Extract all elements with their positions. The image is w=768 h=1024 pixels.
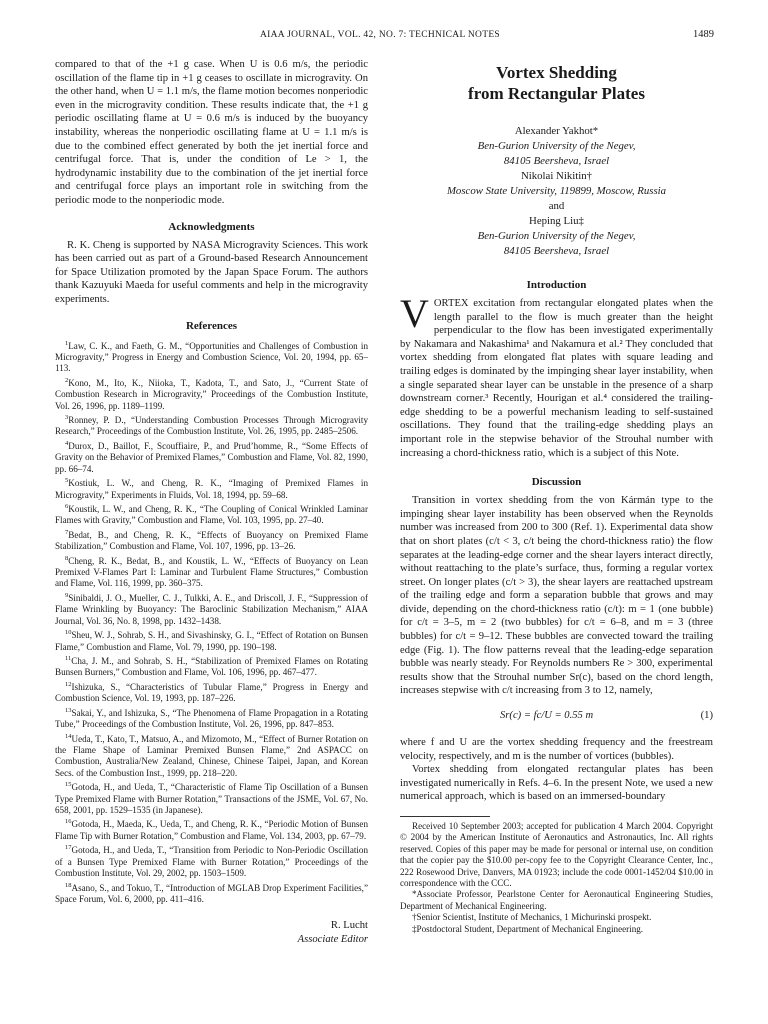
- reference-text: Kono, M., Ito, K., Niioka, T., Kadota, T., and Sato, J., “Current State of Combustion Research in Microgravity,” Proceedings of the Combustion Institute, Vol. 26, 1996, pp. 1189–1199.: [55, 377, 368, 411]
- reference-text: Ronney, P. D., “Understanding Combustion Processes Through Microgravity Research,” Proceedings of the Combustion Institute, Vol. 26, 1995, pp. 2485–2506.: [55, 415, 368, 437]
- left-column: [55, 58, 368, 947]
- page-number: 1489: [693, 29, 714, 40]
- reference-text: Asano, S., and Tokuo, T., “Introduction of MGLAB Drop Experiment Facilities,” Space Forum, Vol. 6, 2000, pp. 411–416.: [55, 882, 368, 904]
- reference-item: [55, 375, 368, 412]
- equation-number: (1): [700, 710, 713, 722]
- discussion-paragraph: where f and U are the vortex shedding frequency and the freestream velocity, respectively, and m is the number of vortices (bubbles).: [400, 737, 713, 762]
- right-column: [400, 58, 713, 935]
- title-line-1: Vortex Shedding: [496, 63, 617, 82]
- equation: [400, 710, 713, 726]
- author-block: [400, 124, 713, 259]
- author-affiliation: Ben-Gurion University of the Negev,: [477, 230, 636, 242]
- reference-text: Bedat, B., and Cheng, R. K., “Effects of Buoyancy on Premixed Flame Stabilization,” Combustion and Flame, Vol. 107, 1996, pp. 13–26.: [55, 529, 368, 552]
- equation-expression: Sr(c) = fc/U = 0.55 m: [500, 710, 594, 722]
- reference-number: 15: [65, 781, 72, 789]
- drop-cap: V: [400, 291, 429, 336]
- footnote-divider: [400, 816, 490, 817]
- reference-number: 8: [65, 554, 69, 562]
- carryover-paragraph: compared to that of the +1 g case. When U is 0.6 m/s, the periodic oscillation of the flame tip in +1 g ceases to oscillate in microgravity. On the other hand, when U = 1.1 m/s, the flame motion becomes nonperiodic even in the microgravity condition. These results indicate that, the +1 g periodic oscillating flame at U = 0.6 m/s is induced by the buoyancy instability, whereas the nonperiodic oscillating flame at U = 1.1 m/s is due to the combined effect generated by both the jet inertial force and centrifugal force. That is, under the condition of Le > 1, the hydrodynamic instability due to the combination of the jet inertial force and centrifugal force plays an important role in switching from the periodic mode to the nonperiodic mode.: [55, 59, 368, 206]
- reference-number: 10: [65, 629, 72, 637]
- reference-number: 2: [65, 376, 69, 384]
- signature-block: [55, 919, 368, 947]
- reference-number: 16: [65, 818, 72, 826]
- introduction-heading: Introduction: [526, 279, 587, 291]
- reference-number: 9: [65, 591, 69, 599]
- reference-number: 14: [65, 732, 72, 740]
- reference-text: Cheng, R. K., Bedat, B., and Koustik, L. W., “Effects of Buoyancy on Lean Premixed V-Flames Part I: Laminar and Turbulent Flame Structures,” Combustion and Flame, Vol. 116, 1999, pp. 360–375.: [55, 555, 368, 589]
- author-affiliation: 84105 Beersheva, Israel: [503, 155, 610, 167]
- introduction-paragraph: [400, 291, 713, 460]
- introduction-text: ORTEX excitation from rectangular elongated plates when the length parallel to the flow is much greater than the height perpendicular to the flow has been investigated experimentally by Nakamara and Nakashima¹ and Nakamura et al.² They concluded that vortex shedding from elongated flat plates with square leading and trailing edges is dominated by the impinging shear layer instability, when a single separated shear layer can be unstable in the presence of a sharp downstream corner.³ Recently, Hourigan et al.⁴ considered the trailing-edge shedding to be a powerful mechanism leading to self-sustained oscillations. They found that the trailing-edge shedding plays an important role in the stepwise behavior of the Strouhal number with increasing a chord-thickness ratio, which is a subject of this Note.: [400, 298, 713, 459]
- reference-text: Sheu, W. J., Sohrab, S. H., and Sivashinsky, G. I., “Effect of Rotation on Bunsen Flame,” Combustion and Flame, Vol. 79, 1990, pp. 190–198.: [55, 630, 368, 652]
- reference-text: Cha, J. M., and Sohrab, S. H., “Stabilization of Premixed Flames on Rotating Bunsen Burners,” Combustion and Flame, Vol. 106, 1996, pp. 467–477.: [55, 656, 368, 678]
- reference-item: [55, 590, 368, 627]
- reference-item: [55, 653, 368, 679]
- reference-text: Koustik, L. W., and Cheng, R. K., “The Coupling of Conical Wrinkled Laminar Flames with Gravity,” Combustion and Flame, Vol. 103, 1995, pp. 27–40.: [55, 503, 368, 526]
- reference-number: 4: [65, 439, 69, 447]
- acknowledgments-paragraph: R. K. Cheng is supported by NASA Microgravity Sciences. This work has been carried out as part of a Ground-based Research Announcement for Space Utilization promoted by the Japan Space Forum. The authors thank Kazuyuki Maeda for useful comments and help in the microgravity experiments.: [55, 239, 368, 305]
- references-heading: References: [185, 319, 238, 332]
- author-affiliation: Moscow State University, 119899, Moscow, Russia: [446, 185, 667, 197]
- reference-number: 12: [65, 680, 72, 688]
- footnote: *Associate Professor, Pearlstone Center for Aeronautical Engineering Studies, Department of Mechanical Engineering.: [400, 889, 713, 911]
- reference-item: [55, 438, 368, 475]
- reference-text: Gotoda, H., and Ueda, T., “Transition from Periodic to Non-Periodic Oscillation of a Bunsen Type Premixed Flame with Burner Rotation,” Proceedings of the Combustion Institute, Vol. 29, 2002, pp. 1503–1509.: [55, 845, 368, 879]
- reference-item: [55, 731, 368, 780]
- reference-text: Kostiuk, L. W., and Cheng, R. K., “Imaging of Premixed Flames in Microgravity,” Experiments in Fluids, Vol. 18, 1994, pp. 59–68.: [55, 478, 368, 500]
- reference-number: 13: [65, 706, 72, 714]
- reference-number: 11: [65, 654, 72, 662]
- reference-item: [55, 475, 368, 501]
- reference-text: Sakai, Y., and Ishizuka, S., “The Phenomena of Flame Propagation in a Rotating Tube,” Proceedings of the Combustion Institute, Vol. 26, 1996, pp. 847–853.: [55, 707, 368, 730]
- author-name: Nikolai Nikitin†: [520, 170, 593, 182]
- reference-number: 3: [65, 414, 69, 421]
- reference-item: [55, 816, 368, 842]
- reference-item: [55, 705, 368, 731]
- reference-item: [55, 880, 368, 906]
- reference-item: [55, 553, 368, 590]
- reference-item: [55, 338, 368, 375]
- author-affiliation: Ben-Gurion University of the Negev,: [477, 140, 636, 152]
- discussion-heading: Discussion: [531, 476, 582, 489]
- signature-role: Associate Editor: [297, 934, 368, 946]
- footnote: ‡Postdoctoral Student, Department of Mechanical Engineering.: [412, 923, 644, 934]
- author-name: Alexander Yakhot*: [514, 125, 599, 137]
- reference-text: Law, C. K., and Faeth, G. M., “Opportunities and Challenges of Combustion in Microgravity,” Progress in Energy and Combustion Science, Vol. 20, 1994, pp. 65–113.: [55, 340, 368, 374]
- signature-name: R. Lucht: [330, 920, 368, 932]
- reference-item: [55, 527, 368, 553]
- reference-number: 17: [65, 844, 72, 852]
- reference-item: [55, 627, 368, 653]
- acknowledgments-heading: Acknowledgments: [168, 220, 255, 233]
- discussion-paragraph: Vortex shedding from elongated rectangular plates has been investigated numerically in Refs. 4–6. In the present Note, we used a new numerical approach, which is based on an immersed-boundary: [400, 764, 713, 803]
- reference-text: Ishizuka, S., “Characteristics of Tubular Flame,” Progress in Energy and Combustion Science, Vol. 19, 1993, pp. 187–226.: [55, 681, 368, 704]
- reference-number: 7: [65, 528, 69, 536]
- footnote: †Senior Scientist, Institute of Mechanics, 1 Michurinski prospekt.: [412, 912, 652, 923]
- running-head: AIAA JOURNAL, VOL. 42, NO. 7: TECHNICAL NOTES: [260, 30, 501, 40]
- footnote-received: Received 10 September 2003; accepted for publication 4 March 2004. Copyright © 2004 by the American Institute of Aeronautics and Astronautics, Inc. All rights reserved. Copies of this paper may be made for personal or internal use, on condition that the copier pay the $10.00 per-copy fee to the Copyright Clearance Center, Inc., 222 Rosewood Drive, Danvers, MA 01923; include the code 0001-1452/04 $10.00 in correspondence with the CCC.: [400, 821, 713, 889]
- reference-text: Durox, D., Baillot, F., Scouffiaire, P., and Prud’homme, R., “Some Effects of Gravity on the Behavior of Premixed Flames,” Combustion and Flame, Vol. 82, 1990, pp. 66–74.: [55, 440, 368, 474]
- title-line-2: from Rectangular Plates: [468, 84, 645, 103]
- reference-number: 1: [65, 339, 69, 347]
- reference-item: [55, 412, 368, 438]
- reference-text: Gotoda, H., Maeda, K., Ueda, T., and Cheng, R. K., “Periodic Motion of Bunsen Flame Tip with Burner Rotation,” Combustion and Flame, Vol. 134, 2003, pp. 67–79.: [55, 819, 368, 841]
- reference-text: Ueda, T., Kato, T., Matsuo, A., and Mizomoto, M., “Effect of Burner Rotation on the Flame Shape of Laminar Premixed Bunsen Flame,” 2nd ASPACC on Combustion, Australia/New Zealand, Chinese, Chinese Taipei, Japan, and Korean Secs. of the Combustion Inst., 1999, pp. 218–220.: [55, 733, 368, 778]
- reference-item: [55, 501, 368, 527]
- reference-number: 18: [65, 881, 72, 889]
- article-title: [400, 62, 713, 104]
- author-name: Heping Liu‡: [529, 215, 584, 227]
- reference-item: [55, 842, 368, 879]
- author-conjunction: and: [548, 200, 565, 212]
- reference-text: Sinibaldi, J. O., Mueller, C. J., Tulkki, A. E., and Driscoll, J. F., “Suppression of Flame Wrinkling by Buoyancy: The Baroclinic Stabilization Mechanism,” AIAA Journal, Vol. 36, No. 8, 1998, pp. 1432–1438.: [55, 592, 368, 626]
- reference-item: [55, 779, 368, 816]
- reference-number: 5: [65, 477, 69, 485]
- author-affiliation: 84105 Beersheva, Israel: [503, 245, 610, 257]
- references-list: [55, 338, 368, 906]
- reference-item: [55, 679, 368, 705]
- reference-number: 6: [65, 502, 69, 510]
- discussion-paragraph: Transition in vortex shedding from the von Kármán type to the impinging shear layer instability has been observed when the Reynolds number was increased from 200 to 300 (Ref. 1). Experimental data show that on short plates (c/t < 3, c/t being the chord-thickness ratio) the flow separates at the leading-edge corner and the shear layers interact directly, without reattaching to the plate’s surface, thus, forming a regular vortex street. On longer plates (c/t > 3), the shear layers are reattached upstream of the trailing edge and form a separation bubble that grows and may divide, depending on the chord-thickness ratio (c/t): m = 1 (one bubble) for c/t = 3–5, m = 2 (two bubbles) for c/t = 6–8, and m = 3 (three bubbles) for c/t = 9–12. These bubbles are convected toward the trailing edge (Fig. 1). The flow patterns reveal that the leading-edge separation bubble was nearly steady. For Reynolds numbers Re > 300, experimental results show that the Strouhal number Sr(c), based on the chord length, increases stepwise with c/t increasing from 3 to 12, namely,: [400, 495, 713, 697]
- reference-text: Gotoda, H., and Ueda, T., “Characteristic of Flame Tip Oscillation of a Bunsen Type Premixed Flame with Burner Rotation,” Transactions of the JSME, Vol. 67, No. 658, 2001, pp. 1529–1535 (in Japanese).: [55, 782, 368, 815]
